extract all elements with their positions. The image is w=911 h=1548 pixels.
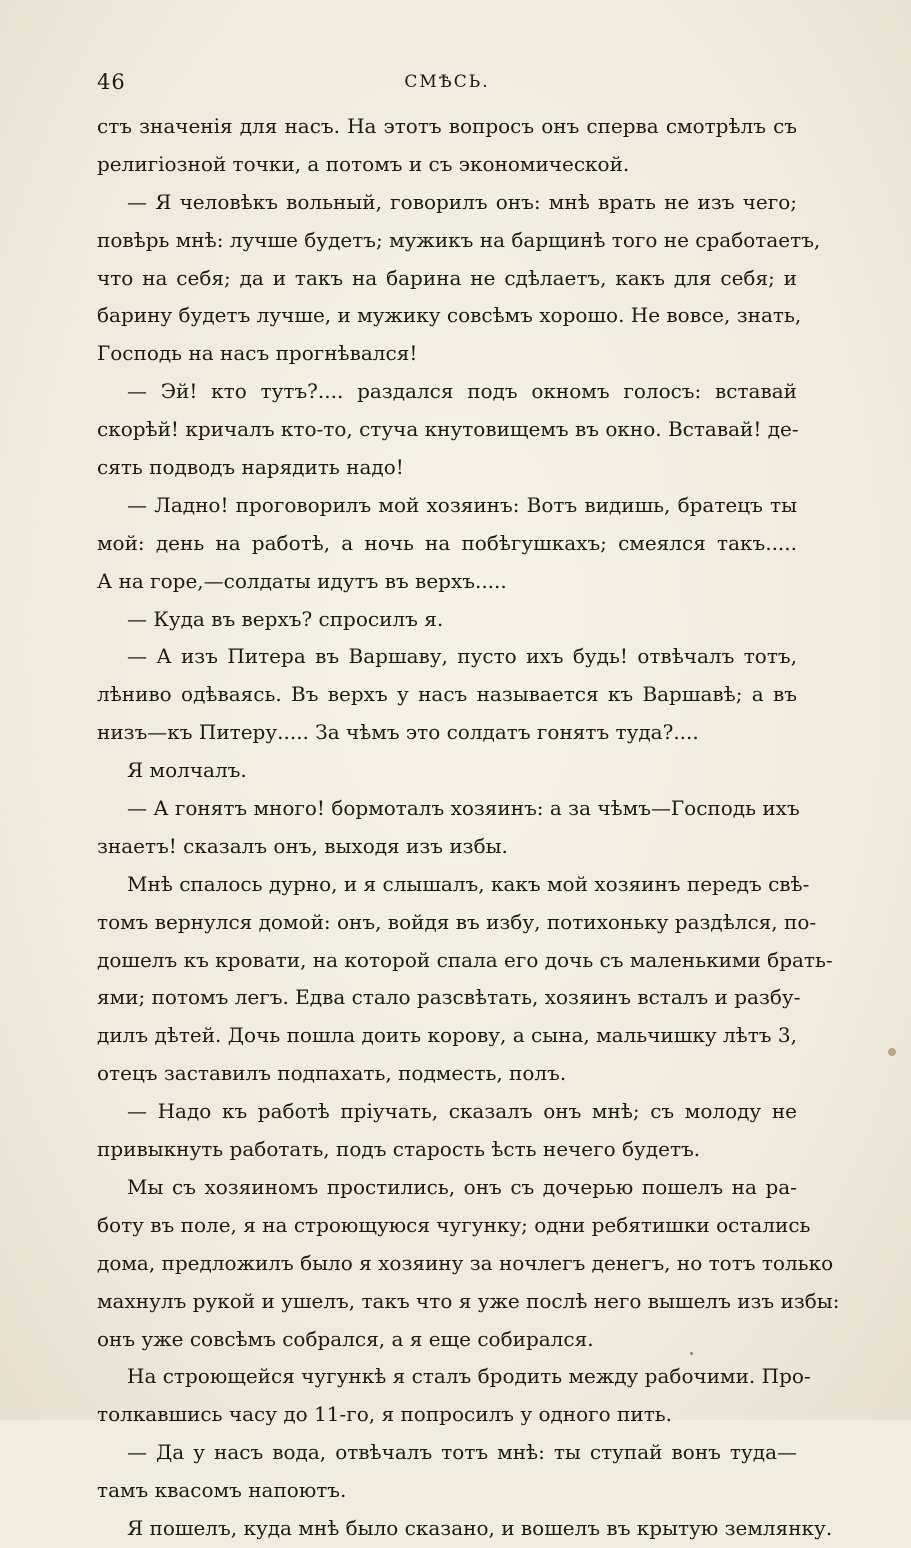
text-line: Господь на насъ прогнѣвался! [97,341,418,366]
text-line: — А гонятъ много! бормоталъ хозяинъ: а за чѣмъ—Господь ихъ [127,796,800,821]
text-line: низъ—къ Питеру..... За чѣмъ это солдатъ гонятъ туда?.... [97,720,699,745]
text-line: дома, предложилъ было я хозяину за ночлегъ денегъ, но тотъ только [97,1250,834,1275]
text-line: Я пошелъ, куда мнѣ было сказано, и вошелъ въ крытую землянку. [127,1515,833,1540]
text-line: — Куда въ верхъ? спросилъ я. [127,606,444,631]
text-line: сять подводъ нарядить надо! [97,455,404,480]
text-line: томъ вернулся домой: онъ, войдя въ избу, потихоньку раздѣлся, по- [97,909,817,934]
text-line: — Да у насъ вода, отвѣчалъ тотъ мнѣ: ты ступай вонъ туда— [127,1440,797,1465]
text-line: — Ладно! проговорилъ мой хозяинъ: Вотъ видишь, братецъ ты [127,492,797,517]
text-line: отецъ заставилъ подпахать, подместь, полъ. [97,1061,567,1086]
page-number: 46 [97,70,126,94]
text-line: стъ значенія для насъ. На этотъ вопросъ онъ сперва смотрѣлъ съ [97,114,797,138]
text-line: — Надо къ работѣ пріучать, сказалъ онъ мнѣ; съ молоду не [127,1099,797,1124]
text-line: религіозной точки, а потомъ и съ экономической. [97,151,630,176]
paper-stain [888,1048,896,1056]
paper-speck [690,1352,693,1355]
text-line: онъ уже совсѣмъ собрался, а я еще собирался. [97,1326,594,1351]
body-text [97,108,840,1548]
text-line: привыкнуть работать, подъ старость ѣсть нечего будетъ. [97,1137,701,1162]
text-line: На строющейся чугункѣ я сталъ бродить между рабочими. Про- [127,1364,811,1389]
text-line: скорѣй! кричалъ кто-то, стуча кнутовищемъ въ окно. Вставай! де- [97,417,799,442]
text-line: Мнѣ спалось дурно, и я слышалъ, какъ мой хозяинъ передъ свѣ- [127,871,810,896]
text-line: боту въ поле, я на строющуюся чугунку; одни ребятишки остались [97,1212,811,1237]
text-line: мой: день на работѣ, а ночь на побѣгушкахъ; смеялся такъ..... [97,530,797,555]
text-line: — А изъ Питера въ Варшаву, пусто ихъ будь! отвѣчалъ тотъ, [127,644,797,669]
text-line: повѣрь мнѣ: лучше будетъ; мужикъ на барщинѣ того не сработаетъ, [97,227,821,252]
text-line: Мы съ хозяиномъ простились, онъ съ дочерью пошелъ на ра- [127,1174,797,1199]
text-line: А на горе,—солдаты идутъ въ верхъ..... [97,568,507,593]
page-header [97,70,797,100]
text-line: барину будетъ лучше, и мужику совсѣмъ хорошо. Не вовсе, знать, [97,303,802,328]
text-line: тамъ квасомъ напоютъ. [97,1478,347,1503]
text-line: — Я человѣкъ вольный, говорилъ онъ: мнѣ врать не изъ чего; [127,189,797,214]
text-line: ями; потомъ легъ. Едва стало разсвѣтать, хозяинъ всталъ и разбу- [97,985,801,1010]
text-line: знаетъ! сказалъ онъ, выходя изъ избы. [97,833,508,858]
text-line: толкавшись часу до 11-го, я попросилъ у одного пить. [97,1402,673,1427]
text-line: лѣниво одѣваясь. Въ верхъ у насъ называется къ Варшавѣ; а въ [97,682,797,707]
text-line: Я молчалъ. [127,758,247,783]
text-line: махнулъ рукой и ушелъ, такъ что я уже послѣ него вышелъ изъ избы: [97,1288,840,1313]
text-line: что на себя; да и такъ на барина не сдѣлаетъ, какъ для себя; и [97,265,797,290]
running-head: СМѢСЬ. [404,72,490,92]
text-line: — Эй! кто тутъ?.... раздался подъ окномъ голосъ: вставай [127,379,797,404]
text-line: дилъ дѣтей. Дочь пошла доить корову, а сына, мальчишку лѣтъ 3, [97,1023,797,1048]
text-line: дошелъ къ кровати, на которой спала его дочь съ маленькими брать- [97,947,833,972]
